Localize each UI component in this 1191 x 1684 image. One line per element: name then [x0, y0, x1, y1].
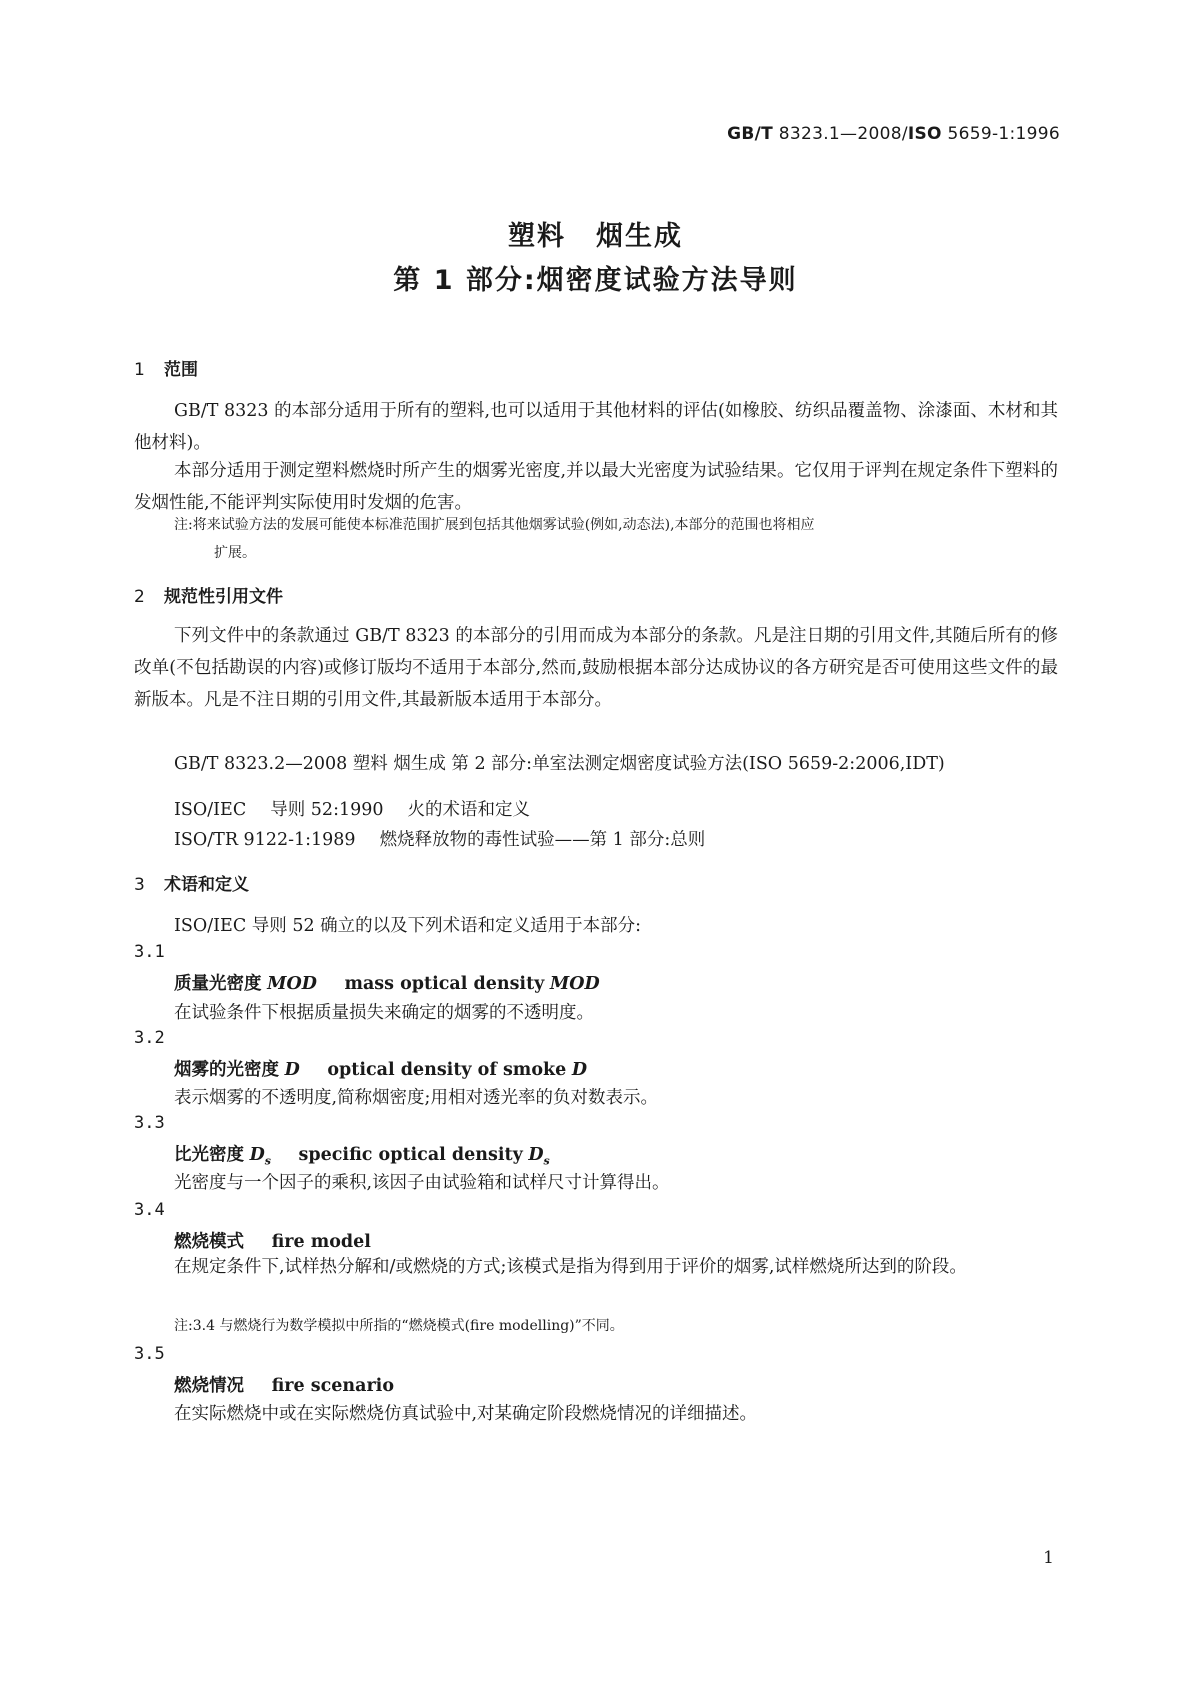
term-3-3 — [174, 1141, 550, 1168]
clause-3-4-number: 3.4 — [134, 1200, 165, 1220]
section-1-note — [174, 511, 1058, 567]
clause-3-1-number: 3.1 — [134, 942, 165, 962]
section-2-heading — [134, 582, 283, 607]
section-title: 术语和定义 — [164, 875, 249, 895]
section-3-heading — [134, 870, 249, 895]
reference-2 — [174, 796, 530, 821]
note-3-4: 注:3.4 与燃烧行为数学模拟中所指的“燃烧模式(fire modelling)”不同。 — [174, 1318, 624, 1334]
note-line-2: 扩展。 — [214, 545, 256, 561]
reference-3 — [174, 826, 705, 851]
title-part-a: 塑料 — [508, 221, 566, 252]
ref-2-doc: 导则 52:1990 — [270, 800, 384, 820]
title-part-b: 烟生成 — [596, 221, 683, 252]
term-en-symbol: D — [571, 1060, 588, 1080]
term-en: fire scenario — [271, 1376, 394, 1396]
clause-3-2-number: 3.2 — [134, 1028, 165, 1048]
section-2-para-1: 下列文件中的条款通过 GB/T 8323 的本部分的引用而成为本部分的条款。凡是注日期的引用文件,其随后所有的修改单(不包括勘误的内容)或修订版均不适用于本部分,然而,鼓励根据本部分达成协议的各方研究是否可使用这些文件的最新版本。凡是不注日期的引用文件,其最新版本适用于本部分。 — [134, 626, 1058, 710]
term-en: mass optical density — [344, 974, 545, 994]
page-number: 1 — [1043, 1548, 1054, 1568]
title-line-1 — [0, 214, 1191, 253]
term-zh: 燃烧情况 — [174, 1376, 244, 1396]
section-number: 3 — [134, 875, 145, 895]
section-number: 1 — [134, 360, 145, 380]
definition-3-1: 在试验条件下根据质量损失来确定的烟雾的不透明度。 — [174, 1003, 594, 1023]
term-zh: 烟雾的光密度 — [174, 1060, 279, 1080]
ref-3-title: 燃烧释放物的毒性试验——第 1 部分:总则 — [379, 830, 706, 850]
term-en: optical density of smoke — [327, 1060, 567, 1080]
term-symbol: D — [284, 1060, 300, 1080]
definition-3-5: 在实际燃烧中或在实际燃烧仿真试验中,对某确定阶段燃烧情况的详细描述。 — [174, 1404, 758, 1424]
term-3-1 — [174, 970, 600, 995]
term-3-5 — [174, 1372, 394, 1397]
section-1-para-1: GB/T 8323 的本部分适用于所有的塑料,也可以适用于其他材料的评估(如橡胶、纺织品覆盖物、涂漆面、木材和其他材料)。 — [134, 401, 1058, 453]
definition-3-2: 表示烟雾的不透明度,简称烟密度;用相对透光率的负对数表示。 — [174, 1088, 658, 1108]
std-prefix: GB/T — [727, 124, 774, 144]
term-en: fire model — [271, 1232, 371, 1252]
clause-3-3-number: 3.3 — [134, 1113, 165, 1133]
std-number: 8323.1—2008/ — [778, 124, 908, 144]
iso-prefix: ISO — [907, 124, 942, 144]
section-number: 2 — [134, 587, 145, 607]
definition-3-3: 光密度与一个因子的乘积,该因子由试验箱和试样尺寸计算得出。 — [174, 1173, 670, 1193]
reference-1: GB/T 8323.2—2008 塑料 烟生成 第 2 部分:单室法测定烟密度试验方法(ISO 5659-2:2006,IDT) — [174, 754, 945, 774]
term-zh: 燃烧模式 — [174, 1232, 244, 1252]
term-symbol: $D_s$ — [249, 1145, 271, 1168]
term-3-2 — [174, 1056, 587, 1081]
definition-3-4: 在规定条件下,试样热分解和/或燃烧的方式;该模式是指为得到用于评价的烟雾,试样燃烧所达到的阶段。 — [174, 1257, 967, 1277]
term-en-symbol: MOD — [549, 974, 600, 994]
term-en: specific optical density — [298, 1145, 523, 1165]
title-line-2: 第 1 部分:烟密度试验方法导则 — [393, 265, 798, 296]
term-en-symbol: $D_s$ — [528, 1145, 550, 1168]
ref-3-code: ISO/TR 9122-1:1989 — [174, 830, 356, 850]
term-zh: 比光密度 — [174, 1145, 244, 1165]
term-3-4 — [174, 1228, 371, 1253]
standard-code — [727, 124, 1060, 144]
section-title: 范围 — [164, 360, 198, 380]
clause-3-5-number: 3.5 — [134, 1344, 165, 1364]
note-line-1: 注:将来试验方法的发展可能使本标准范围扩展到包括其他烟雾试验(例如,动态法),本部分的范围也将相应 — [174, 517, 815, 533]
term-symbol: MOD — [267, 974, 317, 994]
section-3-intro: ISO/IEC 导则 52 确立的以及下列术语和定义适用于本部分: — [174, 916, 642, 936]
section-title: 规范性引用文件 — [164, 587, 283, 607]
iso-number: 5659-1:1996 — [947, 124, 1060, 144]
term-zh: 质量光密度 — [174, 974, 262, 994]
ref-2-title: 火的术语和定义 — [407, 800, 530, 820]
ref-2-code: ISO/IEC — [174, 800, 247, 820]
section-1-heading — [134, 355, 198, 380]
section-1-para-2: 本部分适用于测定塑料燃烧时所产生的烟雾光密度,并以最大光密度为试验结果。它仅用于评判在规定条件下塑料的发烟性能,不能评判实际使用时发烟的危害。 — [134, 461, 1058, 513]
